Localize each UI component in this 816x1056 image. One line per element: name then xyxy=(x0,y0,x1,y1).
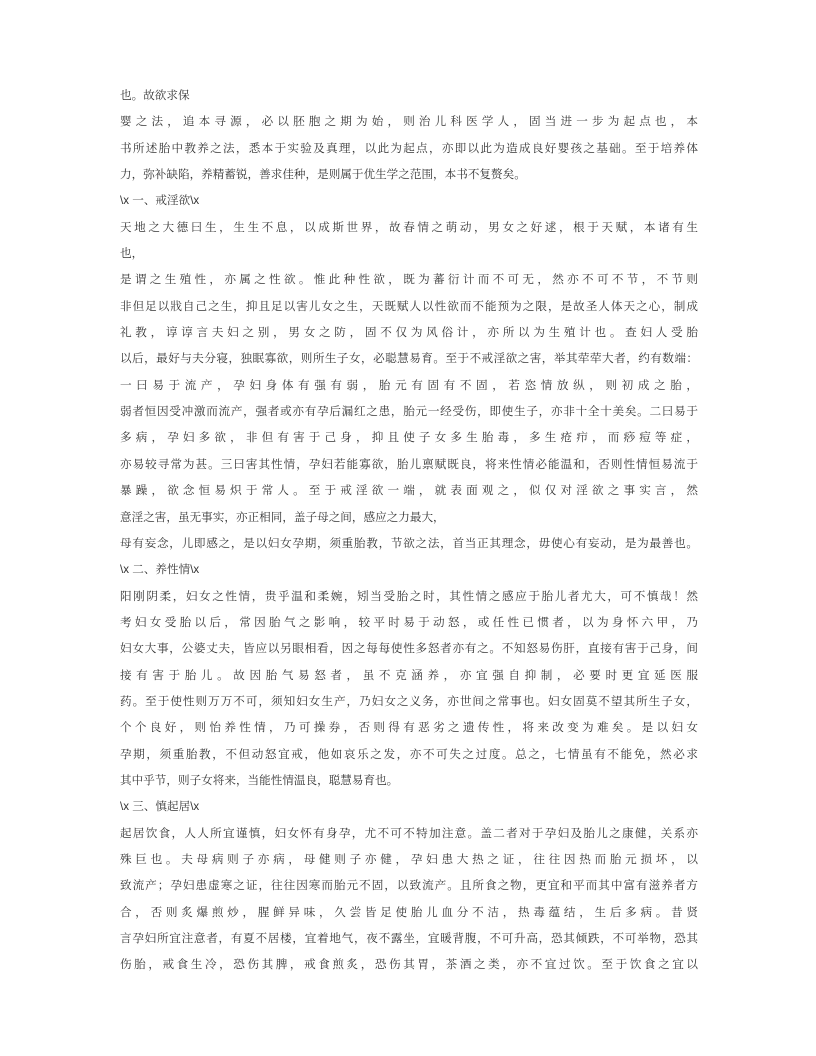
text-line: 合，否则炙爆煎炒，腥鲜异味，久尝皆足使胎儿血分不洁，热毒蕴结，生后多病。昔贤 xyxy=(120,905,698,919)
text-line: 殊巨也。夫母病则子亦病，母健则子亦健，孕妇患大热之证，往往因热而胎元损坏，以 xyxy=(120,852,698,866)
text-line: 药。至于使性则万万不可，须知妇女生产，乃妇女之义务，亦世间之常事也。妇女固莫不望其所生子女， xyxy=(120,694,698,708)
text-line: 亦易较寻常为甚。三曰害其性情，孕妇若能寡欲，胎儿禀赋既良，将来性情必能温和，否则性情恒易流于 xyxy=(120,457,698,471)
text-line: 婴之法，追本寻源，必以胚胞之期为始，则治儿科医学人，固当进一步为起点也，本 xyxy=(120,115,698,129)
text-line: 其中乎节，则子女将来，当能性情温良，聪慧易育也。 xyxy=(120,773,399,787)
section-heading: \x 一、戒淫欲\x xyxy=(120,194,200,208)
section-heading: \x 二、养性情\x xyxy=(120,563,200,577)
text-line: 致流产；孕妇患虚寒之证，往往因寒而胎元不固，以致流产。且所食之物，更宜和平而其中富有滋养者方 xyxy=(120,879,698,893)
text-line: 以后，最好与夫分寝，独眠寡欲，则所生子女，必聪慧易育。至于不戒淫欲之害，举其荦荦大者，约有数端： xyxy=(120,352,698,366)
text-line: 一曰易于流产，孕妇身体有强有弱，胎元有固有不固，若恣情放纵，则初成之胎， xyxy=(120,378,698,392)
text-line: 也， xyxy=(120,247,144,261)
text-line: 意淫之害，虽无事实，亦正相同，盖子母之间，感应之力最大， xyxy=(120,510,445,524)
text-line: 言孕妇所宜注意者，有夏不居楼，宜着地气，夜不露坐，宜暖背腹，不可升高，恐其倾跌，不可举物，恐其 xyxy=(120,932,698,945)
text-line: 是谓之生殖性，亦属之性欲。惟此种性欲，既为蕃衍计而不可无，然亦不可不节，不节则 xyxy=(120,273,698,287)
text-line: 非但足以戕自己之生，抑且足以害儿女之生，天既赋人以性欲而不能预为之限，是故圣人体天之心，制成 xyxy=(120,299,698,313)
text-line: 力，弥补缺陷，养精蓄锐，善求佳种，是则属于优生学之范围，本书不复赘矣。 xyxy=(120,168,526,182)
text-line: 伤胎，戒食生冷，恐伤其脾，戒食煎炙，恐伤其胃，茶酒之类，亦不宜过饮。至于饮食之宜以 xyxy=(120,958,698,972)
text-line: 也。故欲求保 xyxy=(120,89,190,102)
text-line: 暴躁，欲念恒易炽于常人。至于戒淫欲一端，就表面观之，似仅对淫欲之事实言，然 xyxy=(120,484,698,498)
text-line: 起居饮食，人人所宜谨慎，妇女怀有身孕，尤不可不特加注意。盖二者对于孕妇及胎儿之康健，关系亦 xyxy=(120,826,698,840)
text-line: 母有妄念，儿即感之，是以妇女孕期，须重胎教，节欲之法，首当正其理念，毋使心有妄动，是为最善也。 xyxy=(120,536,698,550)
text-block xyxy=(120,83,698,979)
text-line: 考妇女受胎以后，常因胎气之影响，较平时易于动怒，或任性已惯者，以为身怀六甲，乃 xyxy=(120,615,698,629)
text-line: 妇女大事，公婆丈夫，皆应以另眼相看，因之每每使性多怒者亦有之。不知怒易伤肝，直接有害于己身，间 xyxy=(120,642,698,656)
text-line: 弱者恒因受冲激而流产，强者或亦有孕后漏红之患，胎元一经受伤，即使生子，亦非十全十美矣。二曰易于 xyxy=(120,405,698,419)
text-line: 阳刚阴柔，妇女之性情，贵乎温和柔婉，矧当受胎之时，其性情之感应于胎儿者尤大，可不慎哉！然 xyxy=(120,589,698,603)
text-line: 礼教，谆谆言夫妇之别，男女之防，固不仅为风俗计，亦所以为生殖计也。查妇人受胎 xyxy=(120,326,698,340)
section-heading: \x 三、慎起居\x xyxy=(120,800,200,814)
text-line: 个个良好，则怡养性情，乃可操券，否则得有恶劣之遗传性，将来改变为难矣。是以妇女 xyxy=(120,721,698,735)
text-line: 书所述胎中教养之法，悉本于实验及真理，以此为起点，亦即以此为造成良好婴孩之基础。至于培养体 xyxy=(120,141,698,155)
text-line: 天地之大德曰生，生生不息，以成斯世界，故春情之萌动，男女之好逑，根于天赋，本诸有生 xyxy=(120,220,698,234)
text-line: 接有害于胎儿。故因胎气易怒者，虽不克涵养，亦宜强自抑制，必要时更宜延医服 xyxy=(120,668,698,682)
text-line: 多病，孕妇多欲，非但有害于己身，抑且使子女多生胎毒，多生疮疖，而痧痘等症， xyxy=(120,431,698,445)
text-line: 孕期，须重胎教，不但动怒宜戒，他如哀乐之发，亦不可失之过度。总之，七情虽有不能免，然必求 xyxy=(120,747,698,761)
